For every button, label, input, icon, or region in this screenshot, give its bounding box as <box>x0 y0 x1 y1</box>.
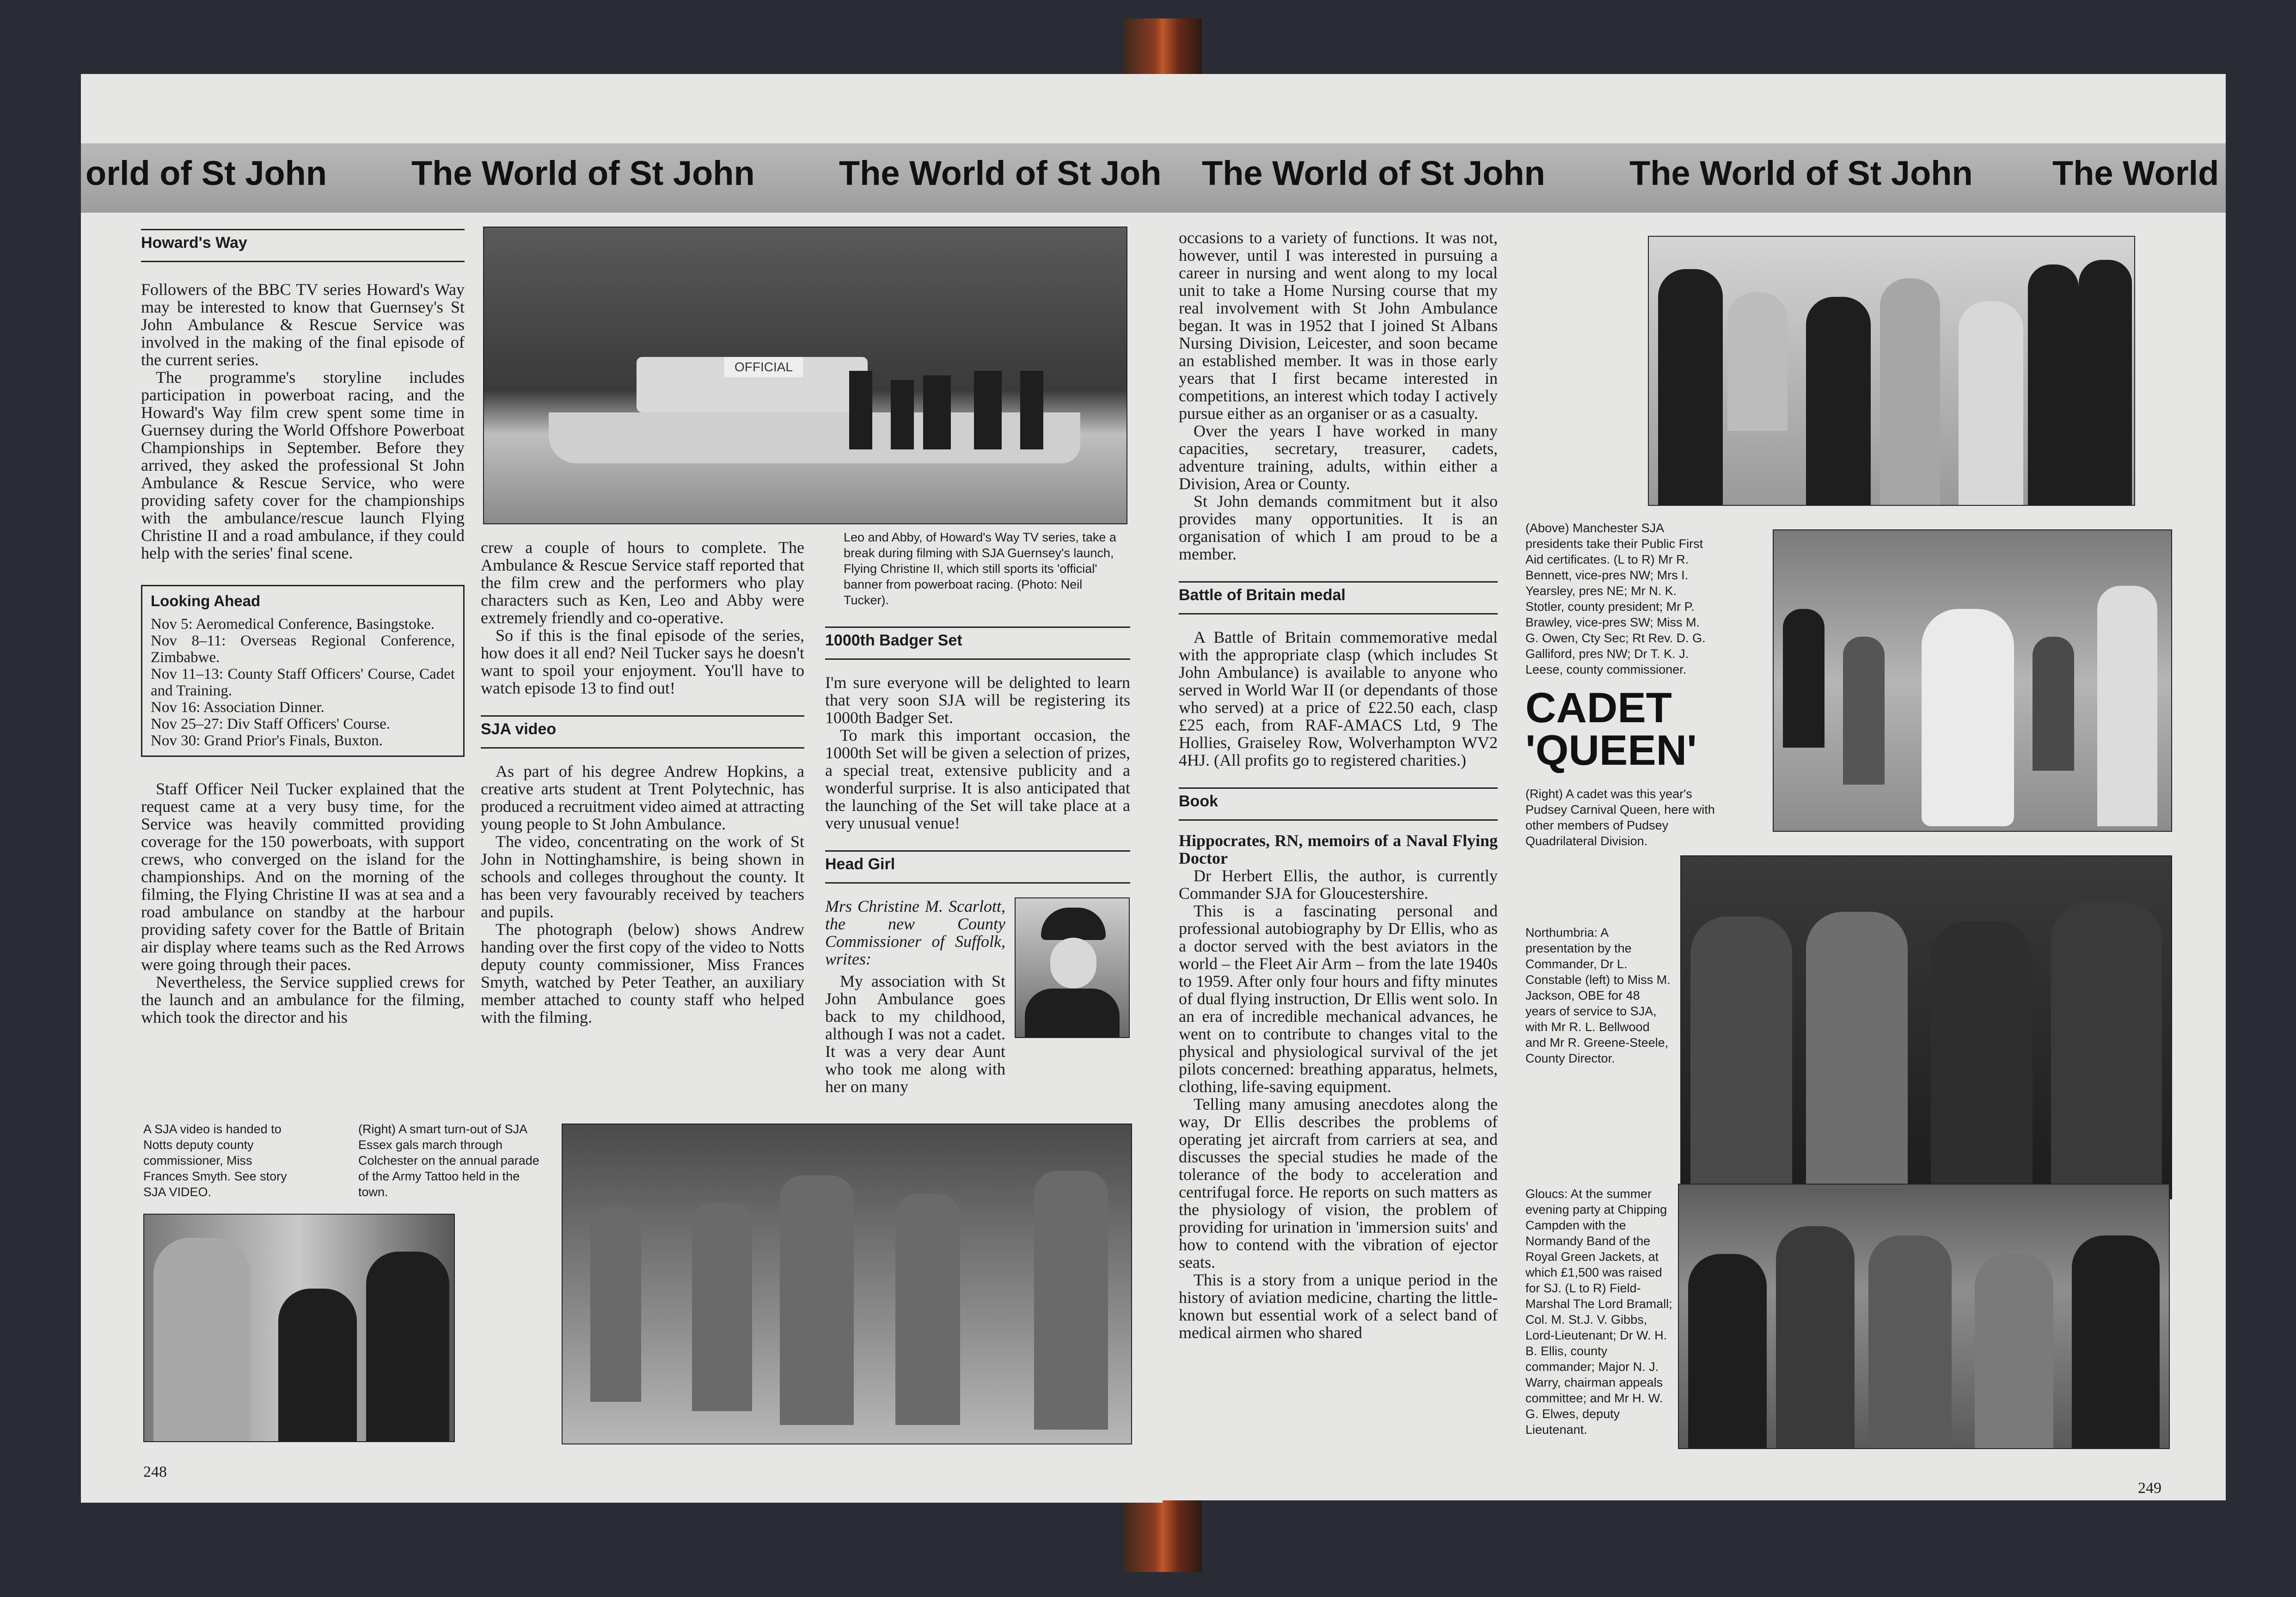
divider <box>141 229 465 230</box>
banner-title: The World of St John <box>1202 154 1545 192</box>
paragraph: St John demands commitment but it also provides many opportunities. It is an organisation of which I am proud to be a member. <box>1179 492 1498 563</box>
divider <box>1179 613 1498 614</box>
banner-title: The World <box>2052 154 2219 192</box>
person-figure <box>1806 912 1908 1198</box>
person-figure <box>1959 301 2023 505</box>
paragraph: This is a story from a unique period in the history of aviation medicine, charting the little-known but essential work of a select band of medical airmen who shared <box>1179 1271 1498 1342</box>
person-figure <box>974 371 1002 449</box>
march-photo <box>562 1124 1132 1444</box>
paragraph: Dr Herbert Ellis, the author, is currently Commander SJA for Gloucestershire. <box>1179 866 1498 903</box>
page-number: 249 <box>2138 1480 2161 1497</box>
divider <box>1179 819 1498 821</box>
person-figure <box>1020 371 1043 449</box>
person-figure <box>153 1238 251 1441</box>
marcher-figure <box>590 1208 641 1402</box>
person-figure <box>2051 903 2162 1198</box>
paragraph: Staff Officer Neil Tucker explained that the request came at a very busy time, for the Service was heavily committed providing coverage for the 150 powerboats, with support crews, who converged on the island for the championships. And on the morning of the filming, the Flying Christine II was at sea and a road ambulance on standby at the harbour providing safety cover for the Battle of Britain air display where teams such as the Red Arrows were going through their paces. <box>141 780 465 974</box>
section-heading: Battle of Britain medal <box>1179 586 1346 604</box>
manchester-photo <box>1648 236 2135 506</box>
intro-text: Mrs Christine M. Scarlott, the new County Commissioner of Suffolk, writes: <box>825 897 1005 968</box>
cadet-title: CADET 'QUEEN' <box>1525 684 1697 774</box>
middle-column <box>481 539 804 1026</box>
person-figure <box>1783 609 1825 748</box>
uniform-figure <box>1025 989 1120 1037</box>
person-figure <box>849 371 872 449</box>
paragraph: To mark this important occasion, the 1000th Set will be given a selection of prizes, a special treat, extensive publicity and a wonderful surprise. It is also anticipated that the launching of the Set will take place at a very unusual venue! <box>825 726 1130 832</box>
paragraph: The video, concentrating on the work of St John in Nottinghamshire, is being shown in schools and colleges throughout the county. It has been very favourably received by teachers and pupils. <box>481 832 804 921</box>
person-figure <box>2033 637 2074 771</box>
paragraph: As part of his degree Andrew Hopkins, a creative arts student at Trent Polytechnic, has produced a recruitment video aimed at attracting young people to St John Ambulance. <box>481 762 804 833</box>
section-heading: 1000th Badger Set <box>825 632 962 649</box>
paragraph: occasions to a variety of functions. It was not, however, until I was interested in pursuing a career in nursing and went along to my local unit to take a Home Nursing course that my real involvement with St John Ambulance began. It was in 1952 that I joined St Albans Nursing Division, Leicester, and soon became an established member. It was in those early years that I first became interested in competitions, an interest which today I actively pursue either as an organiser or as a casualty. <box>1179 228 1498 423</box>
video-caption: A SJA video is handed to Notts deputy county commissioner, Miss Frances Smyth. See story SJA VIDEO. <box>143 1122 287 1199</box>
video-handover-photo <box>143 1214 455 1442</box>
paragraph: Nevertheless, the Service supplied crews for the launch and an ambulance for the filming, which took the director and his <box>141 973 465 1026</box>
paragraph: I'm sure everyone will be delighted to learn that very soon SJA will be registering its 1000th Badger Set. <box>825 673 1130 727</box>
head-girl-portrait <box>1015 897 1130 1038</box>
section-heading: SJA video <box>481 720 557 738</box>
boat-caption: Leo and Abby, of Howard's Way TV series, take a break during filming with SJA Guernsey's launch, Flying Christine II, which still sports its 'official' banner from powerboat racing. (Photo: Neil Tucker). <box>844 530 1116 607</box>
banner-title: The World of St John <box>411 154 755 192</box>
banner-title: The World of St Joh <box>839 154 1162 192</box>
person-figure <box>923 375 951 449</box>
person-figure <box>1975 1254 2053 1448</box>
right-column <box>825 627 1130 1095</box>
left-page <box>81 74 1163 1503</box>
divider <box>1179 581 1498 583</box>
banner-title: The World of St John <box>1629 154 1973 192</box>
list-item: Nov 11–13: County Staff Officers' Course, Cadet and Training. <box>151 666 455 699</box>
paragraph: Over the years I have worked in many capacities, secretary, treasurer, cadets, adventure training, adults, within either a Division, Area or County. <box>1179 422 1498 493</box>
looking-ahead-box <box>141 585 465 757</box>
northumbria-caption: Northumbria: A presentation by the Commander, Dr L. Constable (left) to Miss M. Jackson, OBE for 48 years of service to SJA, with Mr R. L. Bellwood and Mr R. Greene-Steele, County Director. <box>1525 926 1671 1065</box>
person-figure <box>278 1289 357 1441</box>
list-item: Nov 30: Grand Prior's Finals, Buxton. <box>151 732 383 749</box>
banner-title: orld of St John <box>86 154 327 192</box>
person-figure <box>2072 1235 2160 1448</box>
paragraph: So if this is the final episode of the series, how does it all end? Neil Tucker says he doesn't want to spoil your enjoyment. You'll have to watch episode 13 to find out! <box>481 626 804 697</box>
person-figure <box>2028 264 2079 505</box>
person-figure <box>1880 278 1940 505</box>
person-figure <box>1843 637 1885 785</box>
person-figure <box>1868 1235 1952 1448</box>
march-caption: (Right) A smart turn-out of SJA Essex gals march through Colchester on the annual parade of the Army Tattoo held in the town. <box>358 1122 539 1199</box>
person-figure <box>2079 260 2132 505</box>
paragraph: My association with St John Ambulance goes back to my childhood, although I was not a cadet. It was a very dear Aunt who took me along with her on many <box>825 972 1005 1096</box>
paragraph: Followers of the BBC TV series Howard's Way may be interested to know that Guernsey's St John Ambulance & Rescue Service was involved in the making of the final episode of the current series. <box>141 280 465 369</box>
paragraph: A Battle of Britain commemorative medal with the appropriate clasp (which includes St John Ambulance) is available to anyone who served in World War II (or dependants of those who served) at a price of £22.50 each, clasp £25 each, from RAF-AMACS Ltd, 9 The Hollies, Graiseley Row, Wolverhampton WV2 4HJ. (All profits go to registered charities.) <box>1179 628 1498 769</box>
list-item: Nov 5: Aeromedical Conference, Basingstoke. <box>151 616 435 633</box>
northumbria-photo <box>1680 855 2172 1199</box>
marcher-figure <box>895 1194 960 1425</box>
right-page <box>1163 74 2226 1500</box>
person-figure <box>1806 297 1871 505</box>
divider <box>1179 787 1498 789</box>
section-heading: Howard's Way <box>141 234 247 252</box>
person-figure <box>2097 586 2157 826</box>
list-item: Nov 25–27: Div Staff Officers' Course. <box>151 716 390 732</box>
hat-figure <box>1041 908 1106 940</box>
manchester-caption: (Above) Manchester SJA presidents take their Public First Aid certificates. (L to R) Mr R. Bennett, vice-pres NW; Mrs I. Yearsley, pres NE; Mr N. K. Stotler, county president; Mr P. Brawley, vice-pres SW; Miss M. G. Owen, Cty Sec; Rt Rev. D. G. Galliford, pres NW; Dr T. K. J. Leese, county commissioner. <box>1525 521 1706 676</box>
cadet-caption: (Right) A cadet was this year's Pudsey Carnival Queen, here with other members of Pudsey Quadrilateral Division. <box>1525 787 1715 848</box>
official-banner: OFFICIAL <box>724 357 803 377</box>
divider <box>825 627 1130 628</box>
right-text-column <box>1179 229 1498 1341</box>
page-number: 248 <box>143 1463 167 1480</box>
divider <box>825 850 1130 852</box>
gloucs-photo <box>1678 1184 2170 1449</box>
howards-way-column <box>141 229 465 1026</box>
box-heading: Looking Ahead <box>151 592 261 609</box>
person-figure <box>1727 292 1788 431</box>
face-figure <box>1050 938 1096 989</box>
divider <box>825 658 1130 660</box>
divider <box>141 261 465 262</box>
paragraph: This is a fascinating personal and professional autobiography by Dr Ellis, who as a doctor served with the best aviators in the world – the Fleet Air Arm – from the late 1940s to 1959. After only four hours and fifty minutes of dual flying instruction, Dr Ellis went solo. In an era of incredible mechanical advances, he went on to contribute to changes vital to the physical and physiological survival of the jet pilots concerned: breathing apparatus, helmets, clothing, life-saving equipment. <box>1179 902 1498 1096</box>
paragraph: crew a couple of hours to complete. The Ambulance & Rescue Service staff reported that the film crew and the performers who play characters such as Ken, Leo and Abby were extremely friendly and co-operative. <box>481 538 804 627</box>
paragraph: Telling many amusing anecdotes along the way, Dr Ellis describes the problems of operating jet aircraft from carriers at sea, and discusses the special studies he made of the tolerance of the body to acceleration and centrifugal force. He reports on such matters as the physiology of vision, the problem of providing for urination in 'immersion suits' and how to contend with the vibration of ejector seats. <box>1179 1095 1498 1271</box>
person-figure <box>1688 1254 1767 1448</box>
cadet-queen-photo <box>1773 529 2172 832</box>
left-banner <box>81 143 1163 213</box>
divider <box>481 747 804 749</box>
marcher-figure <box>780 1175 854 1425</box>
gloucs-caption: Gloucs: At the summer evening party at Chipping Campden with the Normandy Band of the Royal Green Jackets, at which £1,500 was raised for SJ. (L to R) Field-Marshal The Lord Bramall; Col. M. St.J. V. Gibbs, Lord-Lieutenant; Dr W. H. B. Ellis, county commander; Major N. J. Warry, chairman appeals committee; and Mr H. W. G. Elwes, deputy Lieutenant. <box>1525 1187 1672 1437</box>
person-figure <box>366 1252 449 1441</box>
boat-photo <box>483 227 1127 524</box>
paragraph: The programme's storyline includes participation in powerboat racing, and the Howard's Way film crew spent some time in Guernsey during the World Offshore Powerboat Championships in September. Before they arrived, they asked the professional St John Ambulance & Rescue Service, who were providing safety cover for the championships with the ambulance/rescue launch Flying Christine II and a road ambulance, if they could help with the series' final scene. <box>141 368 465 562</box>
marcher-figure <box>692 1203 752 1411</box>
marcher-figure <box>1034 1171 1108 1430</box>
divider <box>481 715 804 717</box>
person-figure <box>1776 1226 1855 1448</box>
person-figure <box>1658 269 1723 505</box>
person-figure <box>1931 921 2033 1198</box>
paragraph: The photograph (below) shows Andrew handing over the first copy of the video to Notts deputy county commissioner, Miss Frances Smyth, watched by Peter Teather, an auxiliary member attached to county staff who helped with the filming. <box>481 920 804 1026</box>
section-heading: Book <box>1179 792 1218 810</box>
right-banner <box>1163 143 2226 213</box>
section-heading: Head Girl <box>825 855 895 873</box>
list-item: Nov 8–11: Overseas Regional Conference, Zimbabwe. <box>151 633 455 666</box>
person-figure <box>891 380 914 449</box>
divider <box>825 882 1130 884</box>
queen-figure <box>1922 609 2014 826</box>
list-item: Nov 16: Association Dinner. <box>151 699 325 716</box>
person-figure <box>1690 916 1792 1198</box>
book-title: Hippocrates, RN, memoirs of a Naval Flying Doctor <box>1179 831 1498 867</box>
